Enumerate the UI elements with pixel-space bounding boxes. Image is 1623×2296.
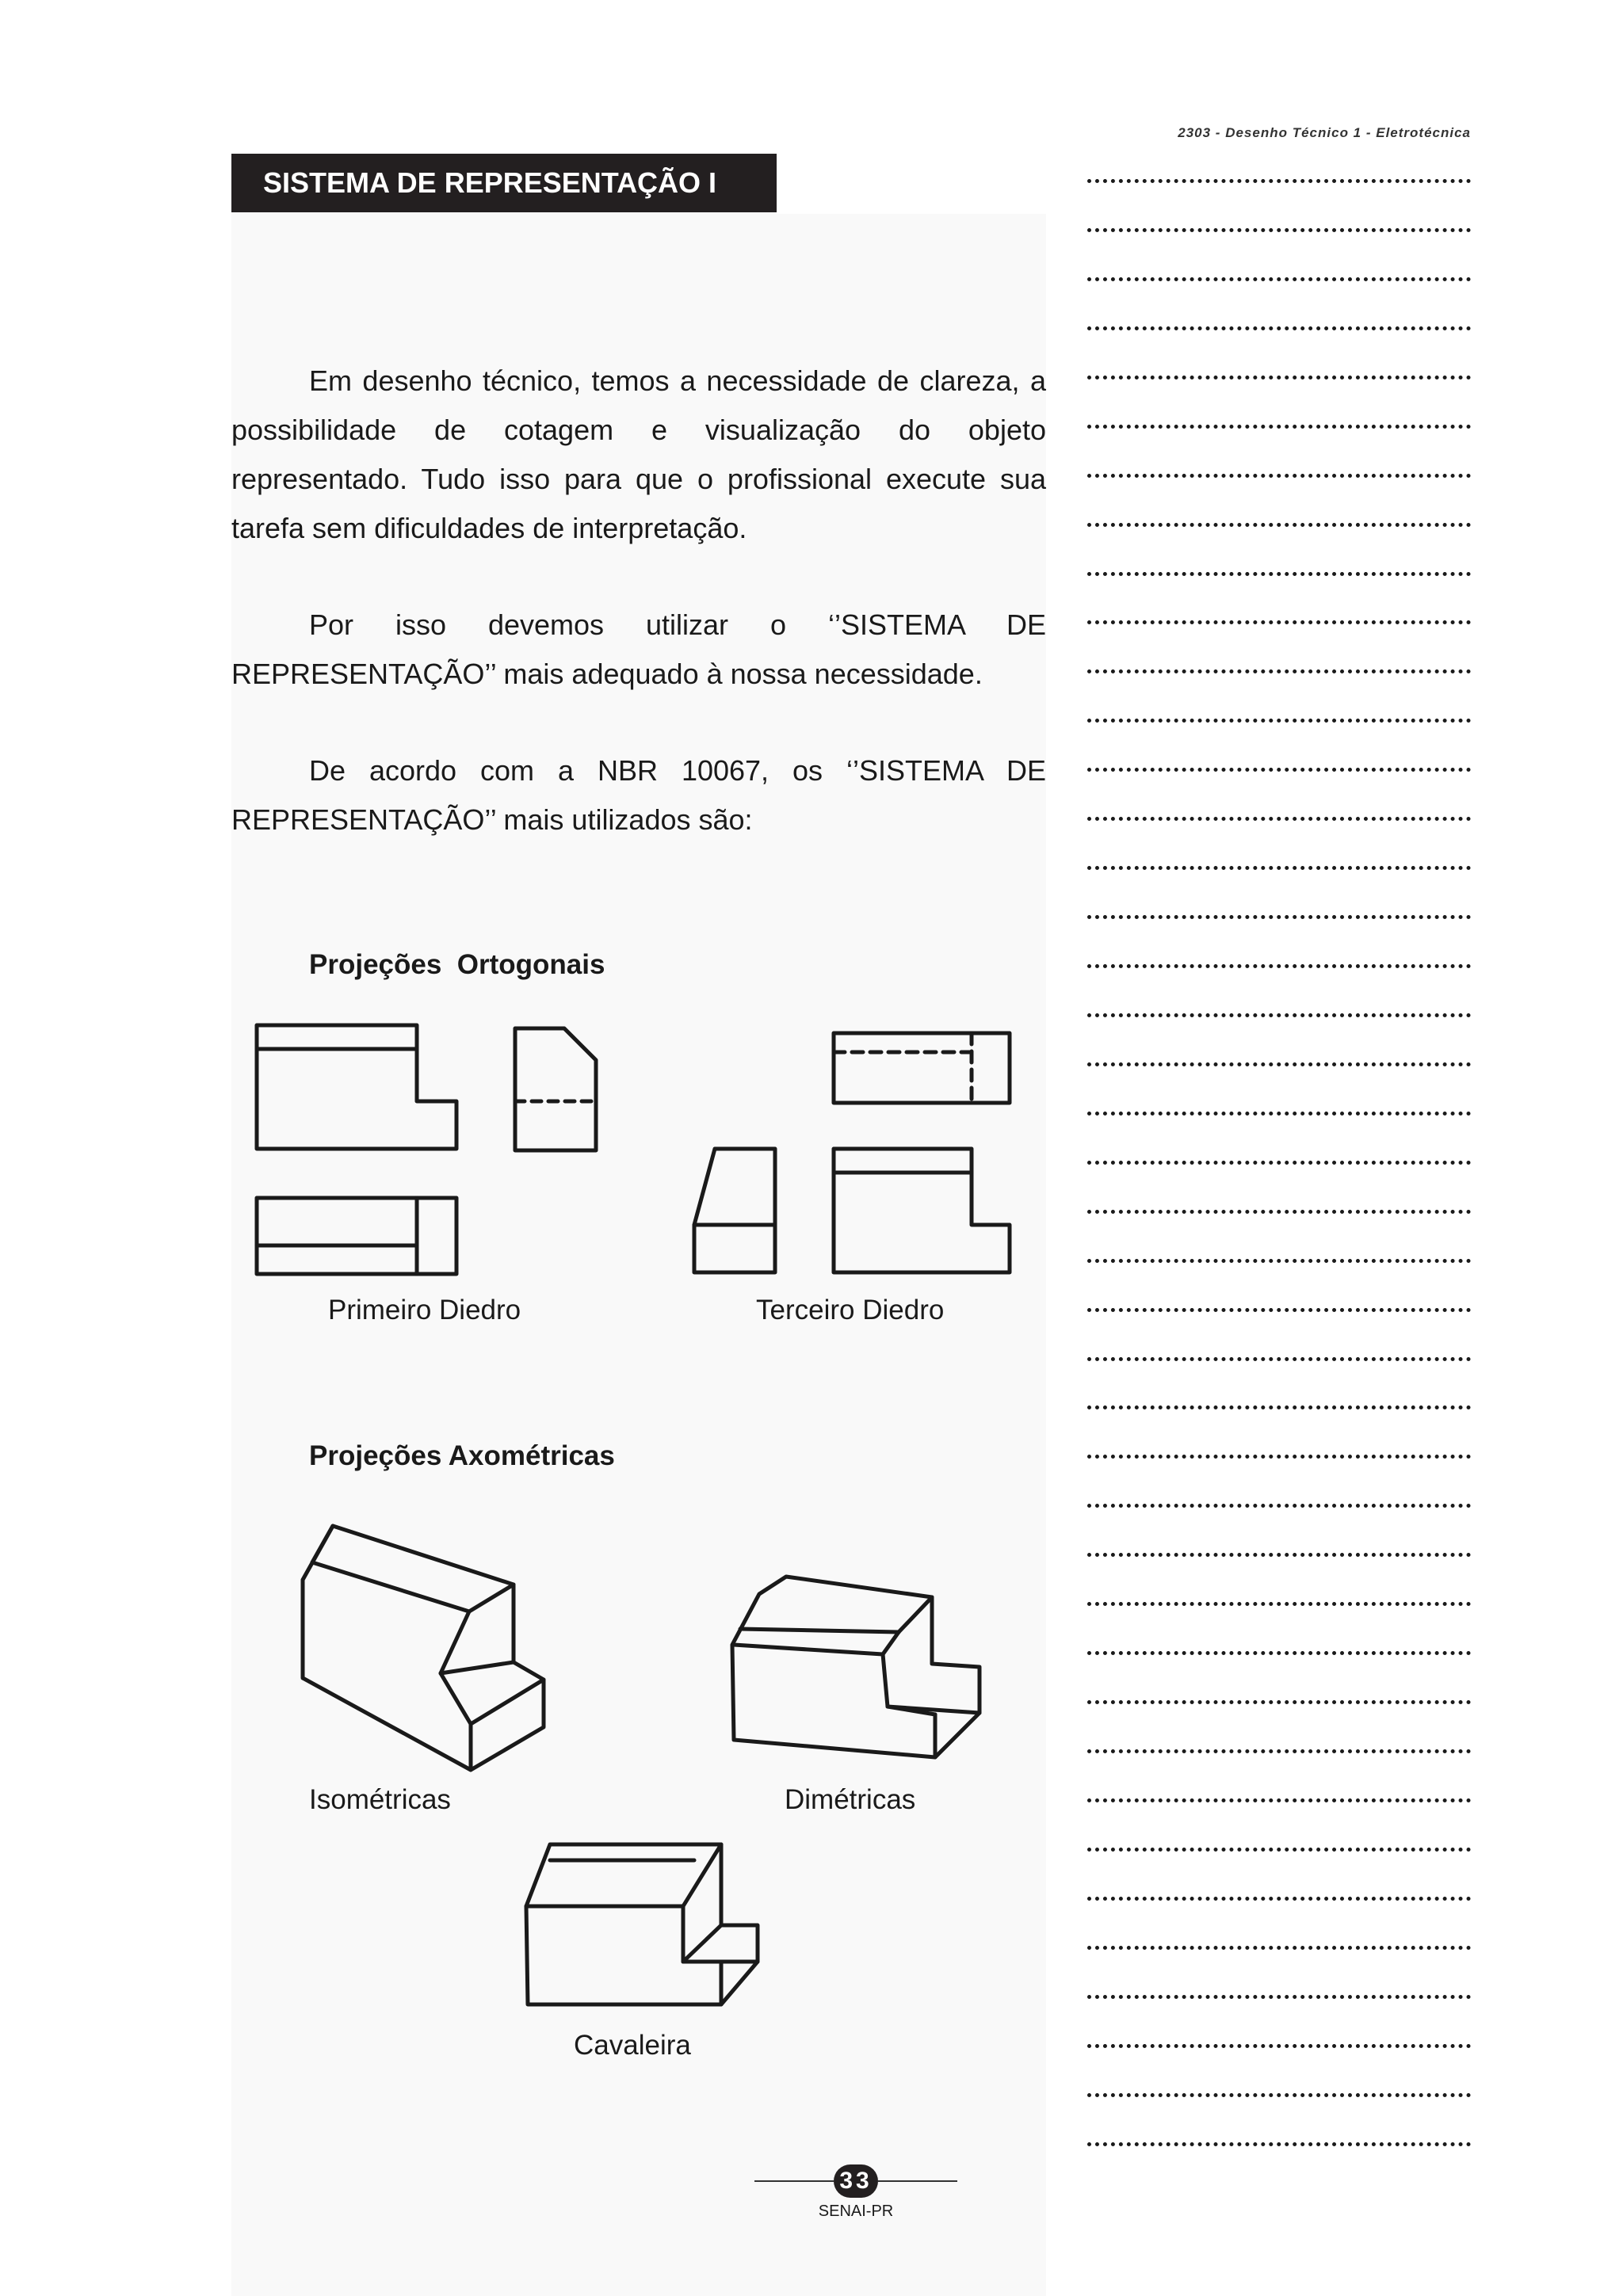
paragraph-nbr-10067: De acordo com a NBR 10067, os ‘’SISTEMA DE REPRESENTAÇÃO’’ mais utilizados são: bbox=[231, 754, 1046, 836]
footer-organization: SENAI-PR bbox=[818, 2203, 894, 2220]
third-angle-side-view bbox=[694, 1149, 775, 1272]
caption-first-angle: Primeiro Diedro bbox=[328, 1295, 521, 1325]
heading-orthographic-projections: Projeções Ortogonais bbox=[309, 949, 605, 980]
heading-axonometric-projections: Projeções Axométricas bbox=[309, 1440, 615, 1471]
first-angle-front-view bbox=[257, 1025, 456, 1149]
section-title: SISTEMA DE REPRESENTAÇÃO I bbox=[231, 154, 777, 212]
caption-third-angle: Terceiro Diedro bbox=[756, 1295, 945, 1325]
paragraph-system-choice: Por isso devemos utilizar o ‘’SISTEMA DE REPRESENTAÇÃO’’ mais adequado à nossa necessidade. bbox=[231, 608, 1046, 690]
caption-cavalier: Cavaleira bbox=[574, 2030, 691, 2061]
isometric-drawing bbox=[303, 1526, 544, 1770]
cavalier-drawing bbox=[526, 1844, 758, 2004]
first-angle-side-view bbox=[515, 1028, 596, 1150]
third-angle-front-view bbox=[834, 1149, 1010, 1272]
footer-rule-right bbox=[878, 2180, 957, 2182]
first-angle-top-view bbox=[257, 1198, 456, 1274]
footer-rule-left bbox=[754, 2180, 834, 2182]
dimetric-drawing bbox=[732, 1577, 980, 1757]
page-number: 33 bbox=[834, 2164, 878, 2198]
third-angle-top-view bbox=[834, 1033, 1010, 1103]
paragraph-clarity: Em desenho técnico, temos a necessidade de clareza, a possibilidade de cotagem e visualização do objeto representado. Tudo isso para que o profissional execute sua tarefa sem dificuldades de interpretação. bbox=[231, 364, 1046, 544]
document-reference: 2303 - Desenho Técnico 1 - Eletrotécnica bbox=[1178, 125, 1471, 140]
caption-dimetric: Dimétricas bbox=[785, 1784, 916, 1815]
caption-isometric: Isométricas bbox=[309, 1784, 451, 1815]
